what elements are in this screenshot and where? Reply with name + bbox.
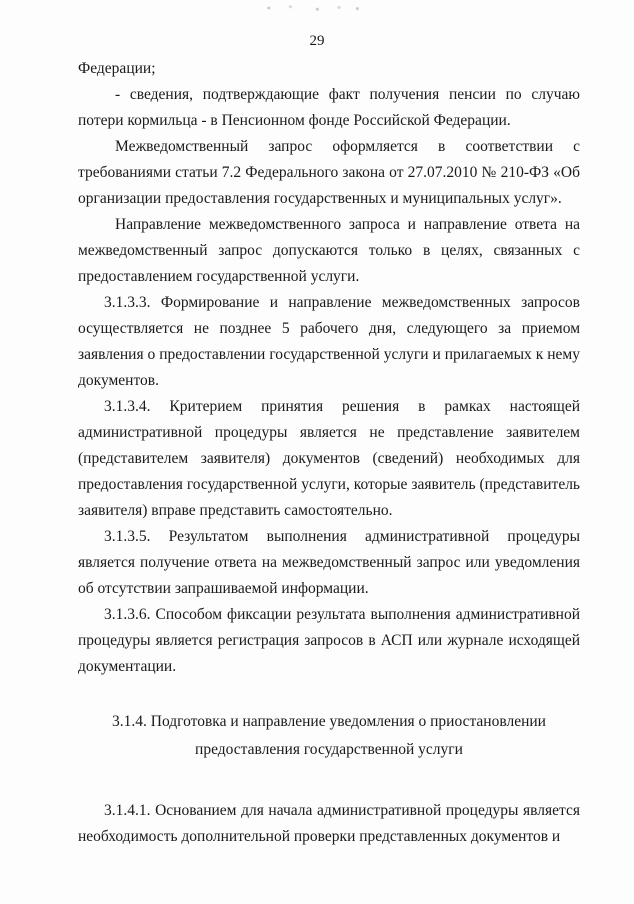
paragraph-federation: Федерации; [78,60,156,77]
paragraph-3-1-3-6: 3.1.3.6. Способом фиксации результата выполнения административной процедуры является регистрация запросов в АСП или журнале исходящей документации. [78,606,580,675]
document-body [78,56,580,850]
paragraph-3-1-3-5: 3.1.3.5. Результатом выполнения административной процедуры является получение ответа на межведомственный запрос или уведомления об отсутствии запрашиваемой информации. [78,528,580,597]
heading-line-1: 3.1.4. Подготовка и направление уведомления о приостановлении [112,713,546,730]
heading-line-2: предоставления государственной услуги [195,741,463,758]
paragraph-request-purpose: Направление межведомственного запроса и направление ответа на межведомственный запрос допускаются только в целях, связанных с предоставлением государственной услуги. [78,216,580,285]
paragraph-pension-info: - сведения, подтверждающие факт получения пенсии по случаю потери кормильца - в Пенсионном фонде Российской Федерации. [78,86,580,129]
paragraph-3-1-3-4: 3.1.3.4. Критерием принятия решения в рамках настоящей административной процедуры является не представление заявителем (представителем заявителя) документов (сведений) необходимых для предоставления государственной услуги, которые заявитель (представитель заявителя) вправе представить самостоятельно. [78,398,580,519]
paragraph-interagency-request: Межведомственный запрос оформляется в соответствии с требованиями статьи 7.2 Федерального закона от 27.07.2010 № 210-ФЗ «Об организации предоставления государственных и муниципальных услуг». [78,138,580,207]
section-heading-3-1-4 [78,708,580,764]
paragraph-3-1-3-3: 3.1.3.3. Формирование и направление межведомственных запросов осуществляется не позднее 5 рабочего дня, следующего за приемом заявления о предоставлении государственной услуги и прилагаемых к нему документов. [78,294,580,389]
page-number: 29 [309,33,325,49]
paragraph-3-1-4-1: 3.1.4.1. Основанием для начала административной процедуры является необходимость дополнительной проверки представленных документов и [78,802,580,845]
scan-artifact [258,2,366,14]
